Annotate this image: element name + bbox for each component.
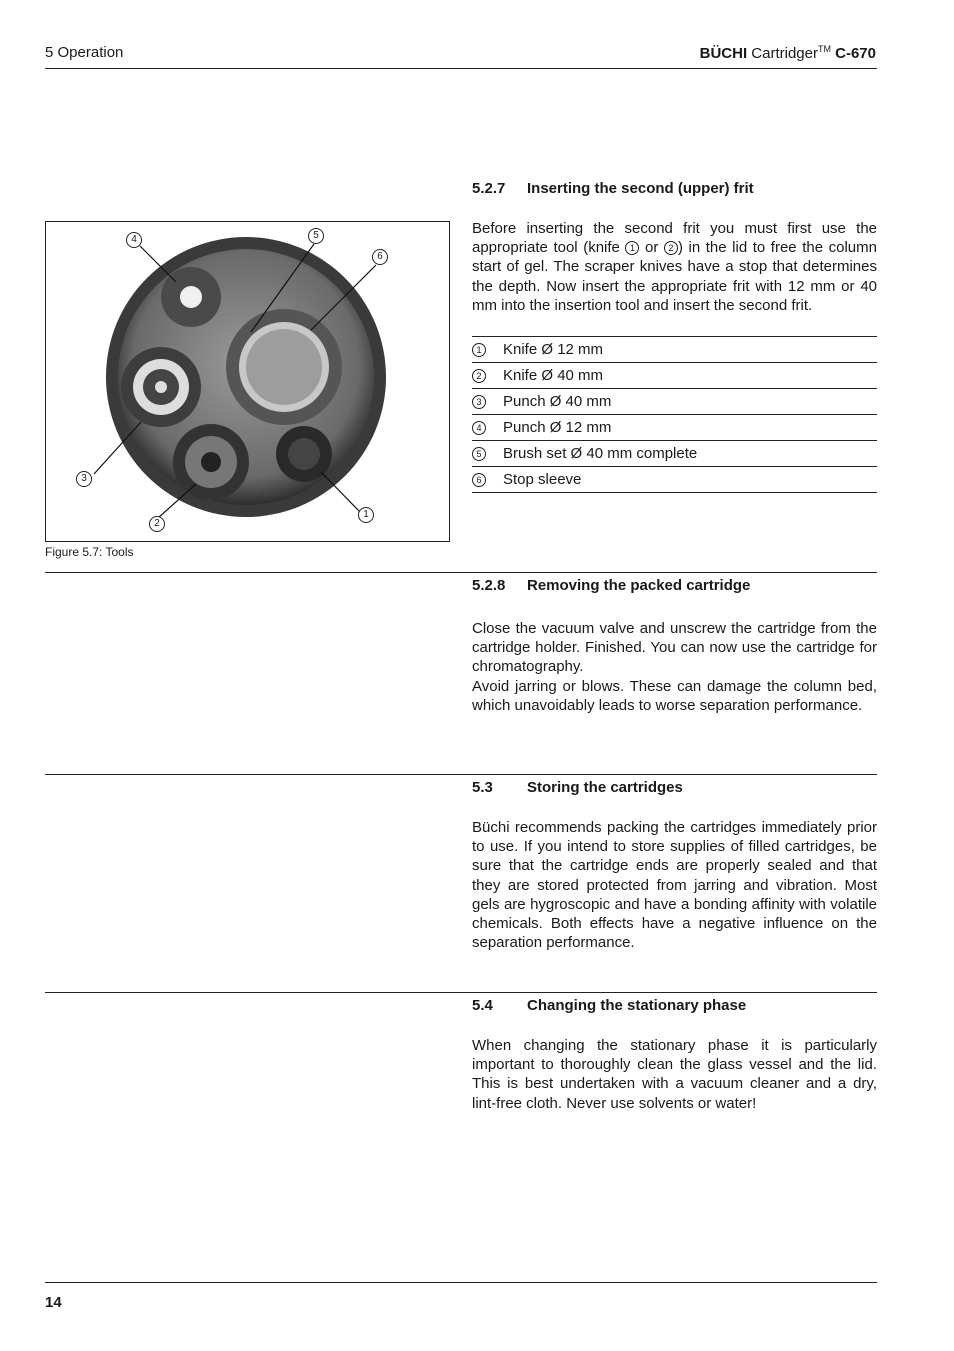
- callout-2: 2: [149, 516, 165, 532]
- parts-row: [472, 389, 877, 415]
- part-number: 2: [472, 369, 486, 383]
- body-text: or: [639, 239, 664, 257]
- parts-row: [472, 363, 877, 389]
- ref-circle: 1: [625, 241, 639, 255]
- header-section: 5 Operation: [45, 44, 124, 61]
- body-text: Before inserting the second frit you must first use the appropriate tool (knife: [472, 220, 877, 257]
- section-number: 5.4: [472, 997, 493, 1014]
- callout-1: 1: [358, 507, 374, 523]
- section-number: 5.2.7: [472, 180, 506, 197]
- part-label: Brush set Ø 40 mm complete: [503, 445, 698, 462]
- section-53-body: [472, 818, 877, 952]
- parts-row: [472, 441, 877, 467]
- parts-row: [472, 415, 877, 441]
- part-label: Knife Ø 40 mm: [503, 367, 604, 384]
- part-number: 1: [472, 343, 486, 357]
- header-rule: [45, 68, 877, 69]
- body-paragraph: Close the vacuum valve and unscrew the cartridge from the cartridge holder. Finished. You can now use the cartridge for chromatography.: [472, 620, 877, 676]
- section-54-body: [472, 1036, 877, 1113]
- part-label: Stop sleeve: [503, 471, 582, 488]
- tools-figure: [45, 221, 450, 542]
- body-paragraph: Avoid jarring or blows. These can damage the column bed, which unavoidably leads to worse separation performance.: [472, 677, 877, 714]
- body-text: ) in the lid to free the column start of gel. The scraper knives have a stop that determines the depth. Now insert the appropriate frit with 12 mm or 40 mm into the insertion tool and insert the second frit.: [472, 239, 877, 314]
- product-name: Cartridger: [751, 45, 818, 62]
- footer-rule: [45, 1282, 877, 1283]
- part-number: 3: [472, 395, 486, 409]
- callout-6: 6: [372, 249, 388, 265]
- section-title: Storing the cartridges: [527, 779, 683, 796]
- section-heading-53: [472, 779, 683, 796]
- body-paragraph: When changing the stationary phase it is particularly important to thoroughly clean the glass vessel and the lid. This is best undertaken with a vacuum cleaner and a dry, lint-free cloth. Never use solvents or water!: [472, 1037, 877, 1112]
- section-rule: [45, 774, 877, 775]
- section-heading-527: [472, 180, 754, 197]
- section-title: Removing the packed cartridge: [527, 577, 751, 594]
- section-527-body: [472, 219, 877, 315]
- section-rule: [45, 572, 877, 573]
- page-number: 14: [45, 1294, 62, 1311]
- header-product: [700, 44, 876, 62]
- callout-4: 4: [126, 232, 142, 248]
- brand-name: BÜCHI: [699, 45, 748, 62]
- part-label: Punch Ø 12 mm: [503, 419, 612, 436]
- ref-circle: 2: [664, 241, 678, 255]
- parts-list: [472, 336, 877, 493]
- callout-5: 5: [308, 228, 324, 244]
- part-label: Punch Ø 40 mm: [503, 393, 612, 410]
- part-number: 4: [472, 421, 486, 435]
- body-paragraph: Büchi recommends packing the cartridges immediately prior to use. If you intend to store supplies of filled cartridges, be sure that the cartridge ends are properly sealed and that they are stored protected from jarring and vibration. Most gels are hygroscopic and have a bonding affinity with volatile chemicals. Both effects have a negative influence on the separation performance.: [472, 819, 877, 952]
- section-number: 5.2.8: [472, 577, 506, 594]
- section-number: 5.3: [472, 779, 493, 796]
- section-heading-54: [472, 997, 746, 1014]
- section-heading-528: [472, 577, 750, 594]
- figure-caption: Figure 5.7: Tools: [45, 545, 134, 559]
- tools-photo: [46, 222, 449, 541]
- part-label: Knife Ø 12 mm: [503, 341, 604, 358]
- section-title: Inserting the second (upper) frit: [527, 180, 754, 197]
- section-528-body: [472, 619, 877, 715]
- part-number: 5: [472, 447, 486, 461]
- parts-row: [472, 337, 877, 363]
- parts-row: [472, 467, 877, 493]
- callout-3: 3: [76, 471, 92, 487]
- model-name: C-670: [835, 45, 876, 62]
- section-rule: [45, 992, 877, 993]
- trademark: TM: [817, 44, 831, 54]
- part-number: 6: [472, 473, 486, 487]
- section-title: Changing the stationary phase: [527, 997, 747, 1014]
